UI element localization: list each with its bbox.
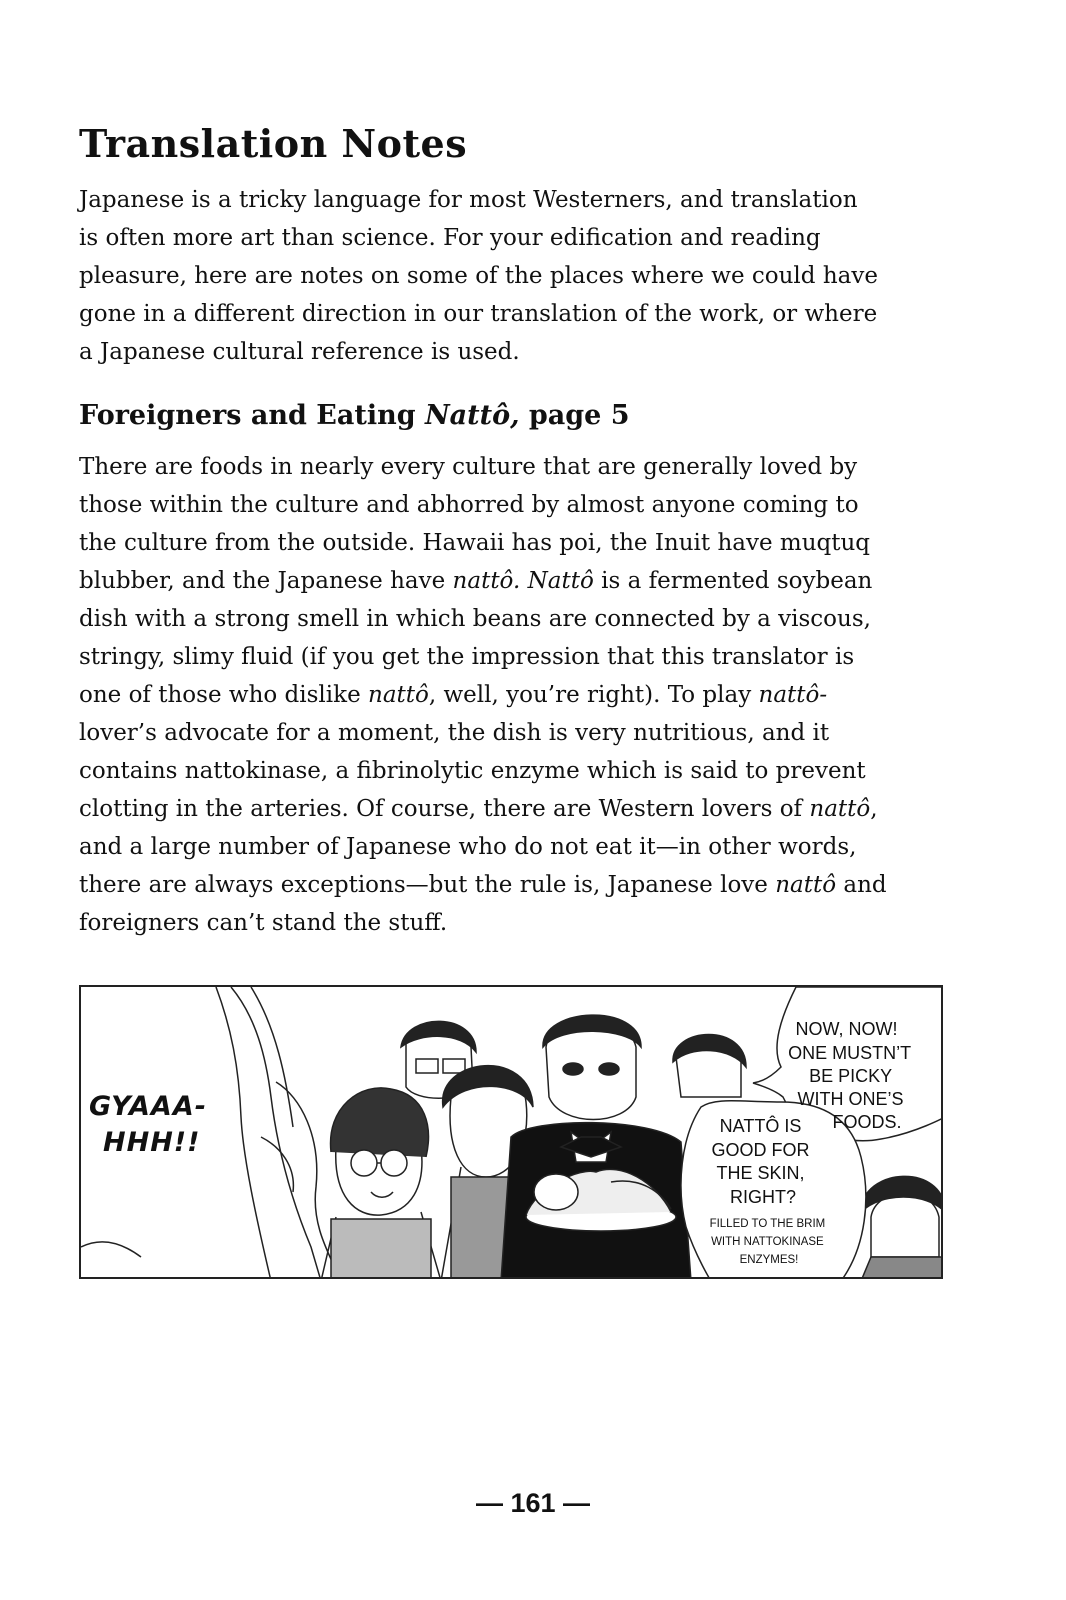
page-number: — 161 — — [475, 1488, 591, 1518]
section-heading-text: Foreigners and Eating — [79, 400, 425, 431]
natto-line: those within the culture and abhorred by almost anyone coming to — [79, 492, 859, 518]
natto-line: stringy, slimy fluid (if you get the impression that this translator is — [79, 644, 855, 670]
intro-paragraph — [79, 181, 959, 371]
boy-bottom-right — [861, 1176, 943, 1279]
natto-line: one of those who dislike nattô, well, you’re right). To play nattô- — [79, 682, 828, 708]
page-title: Translation Notes — [79, 121, 468, 166]
natto-line: the culture from the outside. Hawaii has poi, the Inuit have muqtuq — [79, 530, 871, 556]
intro-line: pleasure, here are notes on some of the places where we could have — [79, 263, 878, 289]
intro-line: gone in a different direction in our translation of the work, or where — [79, 301, 878, 327]
natto-term: nattô. — [452, 568, 521, 594]
butler-character — [501, 1015, 691, 1279]
manga-panel — [79, 985, 943, 1279]
natto-term: Nattô — [527, 568, 594, 594]
section-heading-page: page 5 — [519, 400, 630, 431]
manga-panel-art — [81, 987, 943, 1279]
natto-line: contains nattokinase, a fibrinolytic enzyme which is said to prevent — [79, 758, 866, 784]
bubble-right-text: NOW, NOW! ONE MUSTN’T BE PICKY WITH ONE’S FOODS. — [788, 1019, 911, 1132]
natto-line: foreigners can’t stand the stuff. — [79, 910, 448, 936]
intro-line: is often more art than science. For your edification and reading — [79, 225, 821, 251]
intro-line: a Japanese cultural reference is used. — [79, 339, 520, 365]
natto-paragraph — [79, 448, 959, 942]
girl-with-glasses — [321, 1088, 441, 1279]
natto-line: lover’s advocate for a moment, the dish is very nutritious, and it — [79, 720, 830, 746]
natto-term: nattô — [809, 796, 871, 822]
intro-line: Japanese is a tricky language for most Westerners, and translation — [79, 187, 858, 213]
natto-line: there are always exceptions—but the rule is, Japanese love nattô and — [79, 872, 887, 898]
scream-sound-effect: GYAAA- HHH!! — [89, 1091, 207, 1158]
section-heading-italic: Nattô, — [425, 400, 520, 431]
natto-term: nattô — [775, 872, 837, 898]
natto-line: and a large number of Japanese who do not eat it—in other words, — [79, 834, 857, 860]
natto-term: nattô- — [758, 682, 828, 708]
natto-line: There are foods in nearly every culture that are generally loved by — [79, 454, 858, 480]
maid-character — [673, 1035, 746, 1098]
section-heading — [79, 400, 630, 431]
natto-line: blubber, and the Japanese have nattô. Nattô is a fermented soybean — [79, 568, 873, 594]
small-caption-text: FILLED TO THE BRIM WITH NATTOKINASE ENZYMES! — [709, 1218, 826, 1266]
natto-line: dish with a strong smell in which beans are connected by a viscous, — [79, 606, 871, 632]
natto-term: nattô — [368, 682, 429, 708]
bubble-center-text: NATTÔ IS GOOD FOR THE SKIN, RIGHT? — [711, 1116, 810, 1207]
natto-line: clotting in the arteries. Of course, there are Western lovers of nattô, — [79, 796, 878, 822]
